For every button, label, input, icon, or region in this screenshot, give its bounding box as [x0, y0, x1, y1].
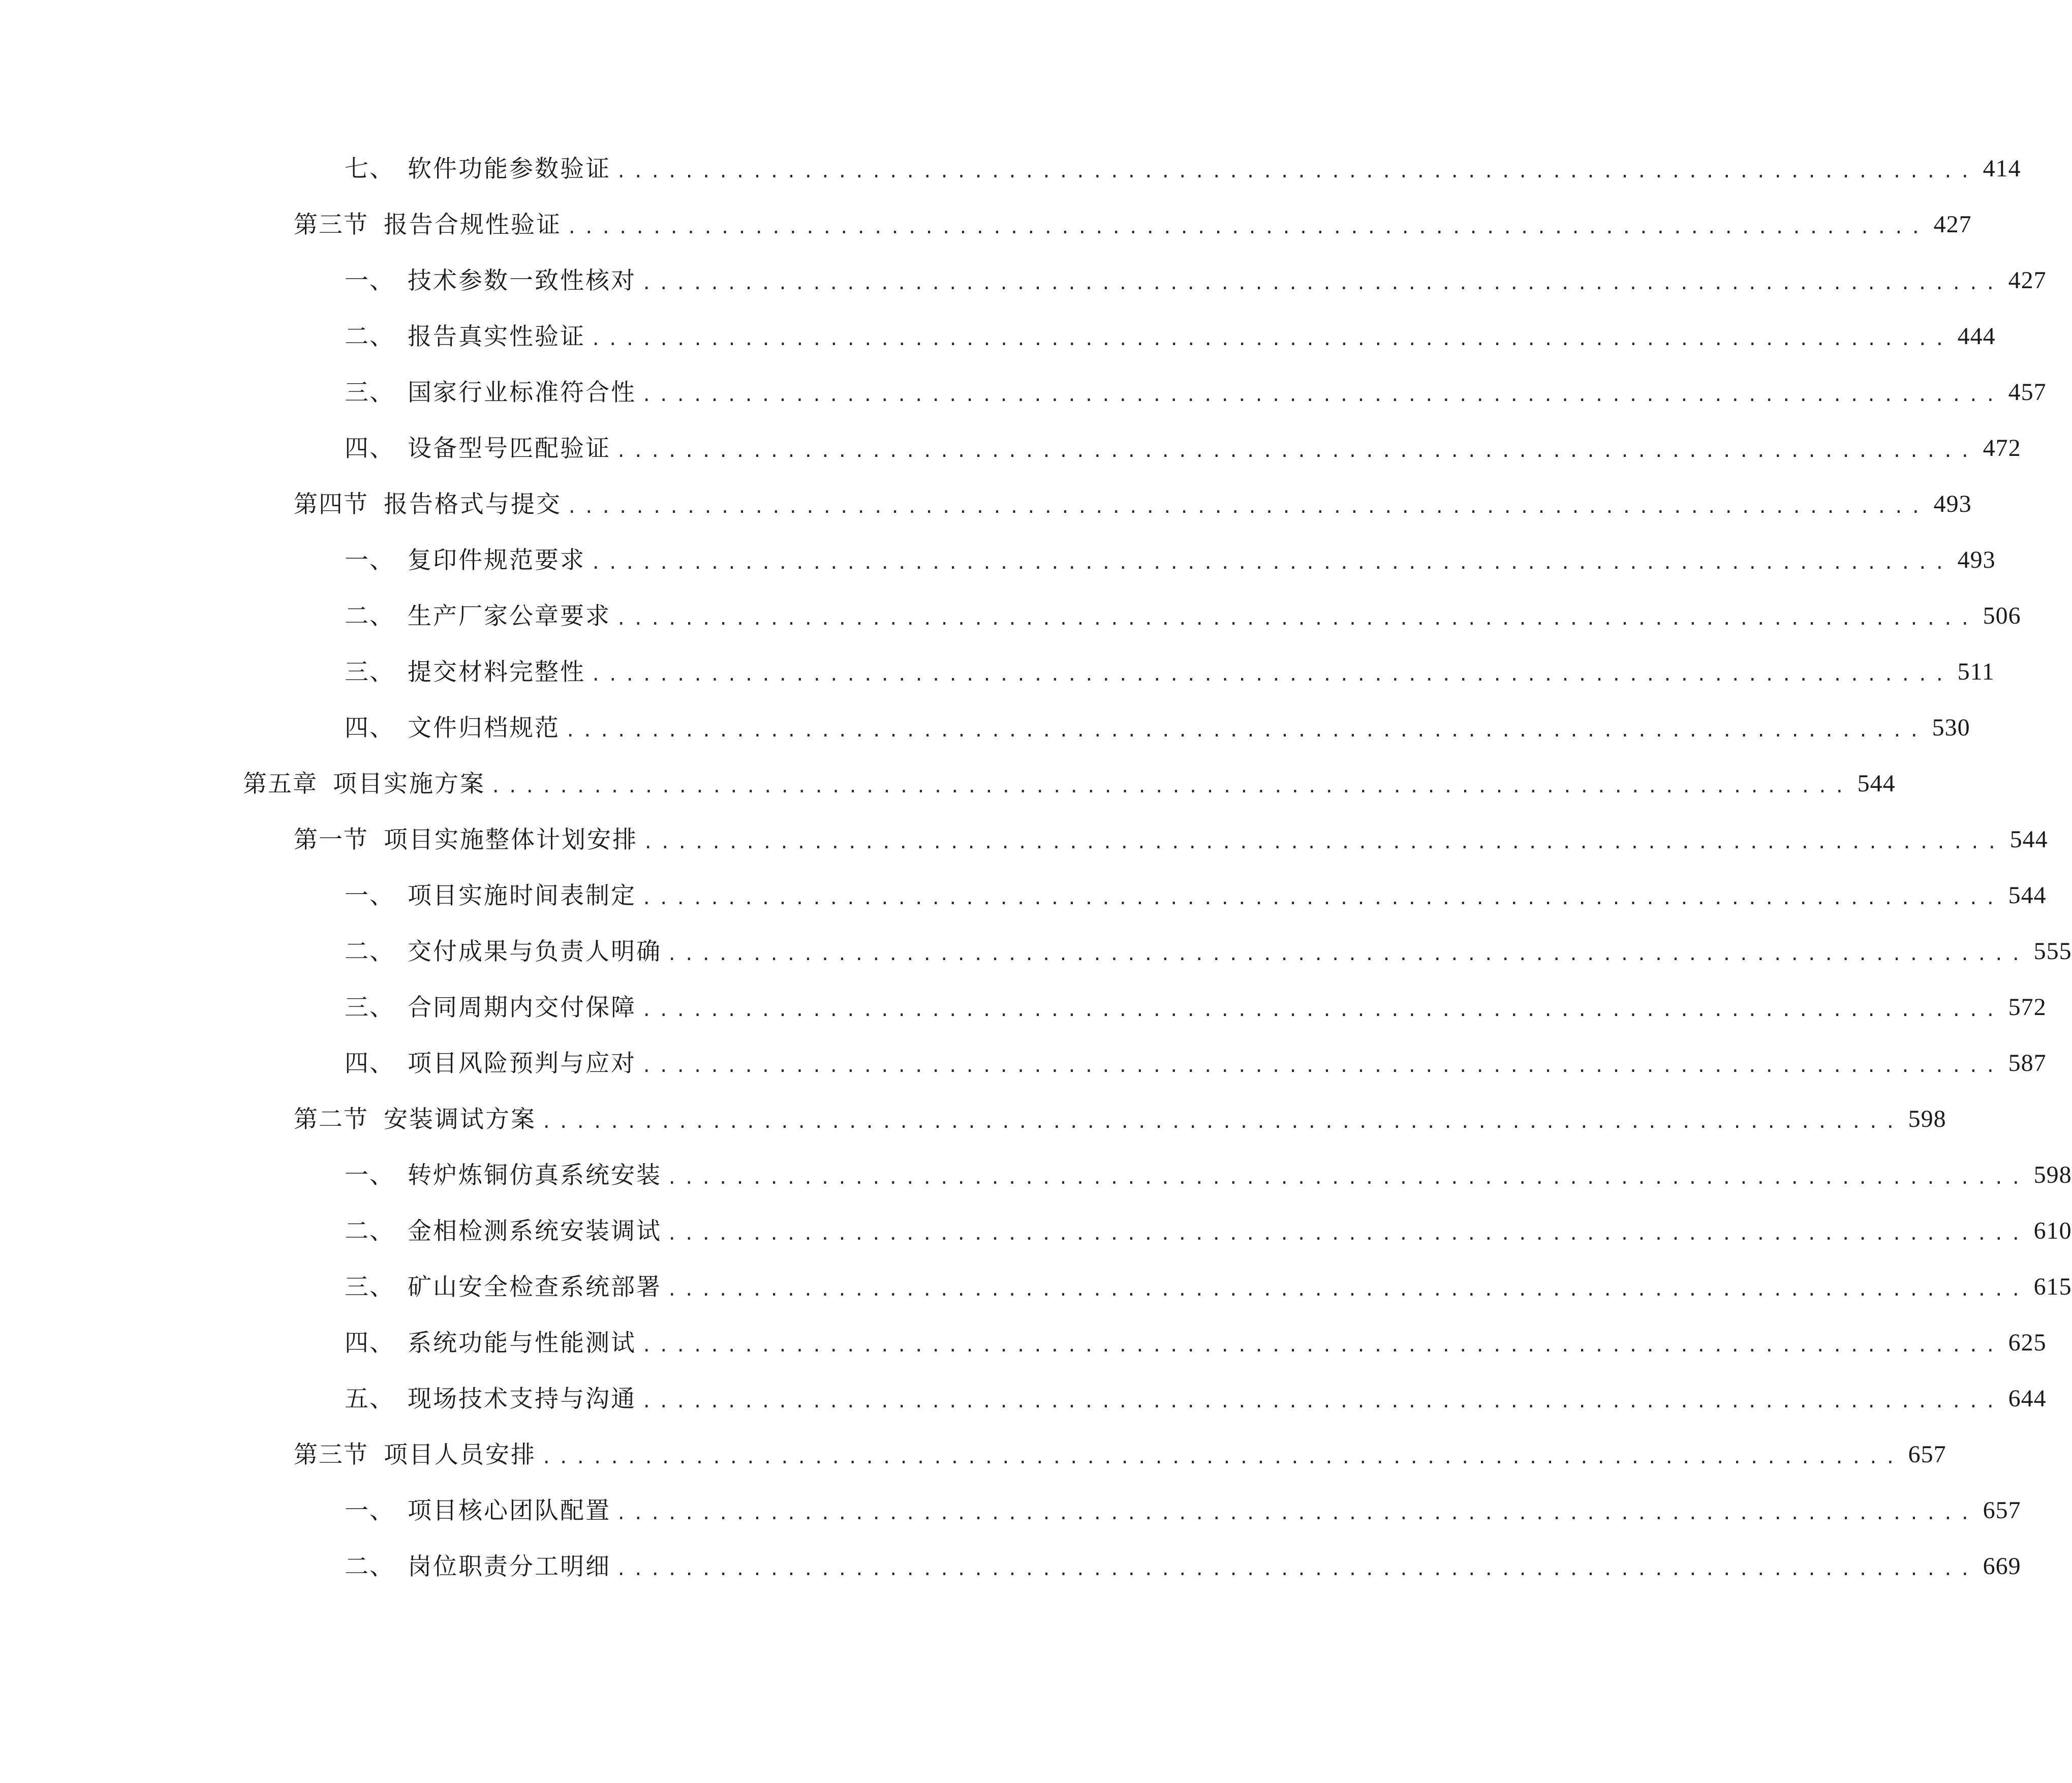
toc-entry-number: 一、: [345, 1496, 394, 1525]
toc-entry-title: 项目实施整体计划安排: [384, 825, 638, 854]
toc-entry[interactable]: [294, 197, 1972, 253]
toc-entry-number: 三、: [345, 1273, 394, 1301]
toc-entry[interactable]: [345, 309, 1996, 364]
toc-entry-page: 587: [2008, 1050, 2047, 1077]
dot-leader: ................................................................................: [591, 553, 1952, 573]
dot-leader: ................................................................................: [643, 833, 2004, 853]
toc-entry[interactable]: [345, 1539, 2021, 1594]
dot-leader: ................................................................................: [641, 1000, 2002, 1021]
toc-entry-number: 四、: [345, 1329, 394, 1357]
toc-entry-page: 644: [2008, 1385, 2047, 1412]
dot-leader: ................................................................................: [565, 721, 1926, 741]
toc-entry-title: 报告合规性验证: [384, 210, 562, 239]
toc-entry-title: 项目风险预判与应对: [408, 1049, 636, 1078]
toc-entry-title: 国家行业标准符合性: [408, 378, 636, 407]
toc-entry[interactable]: [345, 868, 2047, 924]
dot-leader: ................................................................................: [616, 162, 1977, 182]
toc-entry-number: 一、: [345, 546, 394, 574]
toc-entry-page: 457: [2008, 379, 2047, 406]
toc-entry-title: 生产厂家公章要求: [408, 602, 611, 630]
toc-entry-number: 第五章: [243, 770, 318, 798]
toc-entry-number: 第四节: [294, 490, 368, 518]
dot-leader: ................................................................................: [567, 497, 1928, 517]
toc-entry-number: 三、: [345, 658, 394, 686]
toc-entry-title: 项目实施方案: [333, 770, 485, 798]
toc-entry-number: 五、: [345, 1385, 394, 1413]
dot-leader: ................................................................................: [641, 1336, 2002, 1356]
toc-entry-number: 四、: [345, 434, 394, 463]
toc-entry-page: 572: [2008, 994, 2047, 1021]
toc-entry-number: 第三节: [294, 1440, 368, 1469]
toc-entry[interactable]: [345, 644, 1995, 700]
dot-leader: ................................................................................: [616, 441, 1977, 462]
toc-entry[interactable]: [345, 141, 2021, 197]
dot-leader: ................................................................................: [667, 1224, 2028, 1244]
toc-entry-number: 二、: [345, 937, 394, 966]
toc-entry[interactable]: [345, 1259, 2072, 1315]
toc-entry-number: 三、: [345, 993, 394, 1022]
toc-entry-title: 项目实施时间表制定: [408, 881, 636, 910]
dot-leader: ................................................................................: [667, 944, 2028, 965]
toc-entry-page: 530: [1932, 714, 1970, 741]
toc-entry-number: 四、: [345, 1049, 394, 1078]
toc-entry-title: 岗位职责分工明细: [408, 1552, 611, 1581]
toc-entry-title: 交付成果与负责人明确: [408, 937, 662, 966]
toc-entry-page: 598: [2033, 1161, 2072, 1188]
toc-entry-title: 报告格式与提交: [384, 490, 562, 518]
toc-entry-title: 文件归档规范: [408, 714, 560, 742]
toc-entry[interactable]: [345, 700, 1970, 756]
dot-leader: ................................................................................: [616, 1503, 1977, 1524]
toc-entry-title: 设备型号匹配验证: [408, 434, 611, 463]
toc-entry[interactable]: [345, 253, 2047, 309]
toc-entry-page: 610: [2033, 1217, 2072, 1244]
dot-leader: ................................................................................: [616, 609, 1977, 629]
toc-entry-title: 金相检测系统安装调试: [408, 1217, 662, 1245]
toc-entry-title: 现场技术支持与沟通: [408, 1385, 636, 1413]
toc-entry[interactable]: [294, 476, 1972, 532]
dot-leader: ................................................................................: [641, 888, 2002, 909]
toc-entry-number: 四、: [345, 714, 394, 742]
toc-entry[interactable]: [345, 924, 2072, 979]
toc-entry-title: 合同周期内交付保障: [408, 993, 636, 1022]
toc-entry-title: 提交材料完整性: [408, 658, 585, 686]
toc-entry-page: 657: [1983, 1497, 2021, 1524]
toc-entry[interactable]: [345, 588, 2021, 644]
toc-entry-number: 第三节: [294, 210, 368, 239]
toc-entry-number: 一、: [345, 266, 394, 295]
toc-entry-number: 二、: [345, 1217, 394, 1245]
toc-entry[interactable]: [345, 1315, 2047, 1371]
dot-leader: ................................................................................: [541, 1448, 1902, 1468]
toc-entry-number: 第二节: [294, 1105, 368, 1133]
toc-entry-page: 493: [1957, 546, 1996, 573]
dot-leader: ................................................................................: [490, 777, 1851, 797]
toc-entry-page: 511: [1957, 658, 1995, 685]
toc-entry-number: 七、: [345, 155, 394, 183]
toc-entry-title: 系统功能与性能测试: [408, 1329, 636, 1357]
toc-entry-title: 软件功能参数验证: [408, 155, 611, 183]
toc-entry-page: 625: [2008, 1329, 2047, 1356]
dot-leader: ................................................................................: [667, 1280, 2028, 1300]
toc-entry-page: 669: [1983, 1553, 2021, 1580]
toc-entry-page: 615: [2033, 1273, 2072, 1300]
toc-entry-number: 二、: [345, 322, 394, 351]
toc-entry[interactable]: [345, 532, 1996, 588]
toc-entry[interactable]: [294, 1091, 1946, 1147]
dot-leader: ................................................................................: [641, 1392, 2002, 1412]
dot-leader: ................................................................................: [667, 1168, 2028, 1188]
toc-entry-page: 427: [2008, 267, 2047, 294]
toc-entry-page: 444: [1957, 323, 1996, 350]
toc-entry-title: 报告真实性验证: [408, 322, 585, 351]
toc-entry-title: 项目核心团队配置: [408, 1496, 611, 1525]
dot-leader: ................................................................................: [567, 218, 1928, 238]
toc-entry[interactable]: [345, 1035, 2047, 1091]
toc-entry-page: 493: [1933, 490, 1972, 517]
toc-entry-page: 414: [1983, 155, 2021, 182]
toc-entry-title: 安装调试方案: [384, 1105, 536, 1133]
toc-entry-number: 三、: [345, 378, 394, 407]
toc-entry[interactable]: [243, 756, 1896, 812]
toc-entry-page: 555: [2033, 938, 2072, 965]
toc-entry[interactable]: [294, 812, 2048, 868]
dot-leader: ................................................................................: [616, 1559, 1977, 1580]
dot-leader: ................................................................................: [541, 1112, 1902, 1132]
toc-entry[interactable]: [345, 420, 2021, 476]
toc-entry-page: 544: [1857, 770, 1896, 797]
dot-leader: ................................................................................: [591, 329, 1952, 350]
toc-entry[interactable]: [345, 364, 2047, 420]
toc-entry[interactable]: [345, 1203, 2072, 1259]
toc-entry-page: 544: [2008, 882, 2047, 909]
toc-entry-number: 二、: [345, 602, 394, 630]
toc-entry-page: 427: [1933, 211, 1972, 238]
toc-entry-number: 二、: [345, 1552, 394, 1581]
toc-entry-page: 657: [1908, 1441, 1946, 1468]
dot-leader: ................................................................................: [641, 385, 2002, 406]
toc-entry[interactable]: [345, 1371, 2047, 1427]
toc-entry-title: 复印件规范要求: [408, 546, 585, 574]
dot-leader: ................................................................................: [591, 665, 1952, 685]
toc-entry-title: 项目人员安排: [384, 1440, 536, 1469]
toc-entry-title: 矿山安全检查系统部署: [408, 1273, 662, 1301]
toc-entry-page: 472: [1983, 435, 2021, 462]
toc-entry[interactable]: [345, 979, 2047, 1035]
dot-leader: ................................................................................: [641, 273, 2002, 294]
toc-entry-title: 技术参数一致性核对: [408, 266, 636, 295]
dot-leader: ................................................................................: [641, 1056, 2002, 1077]
toc-entry[interactable]: [294, 1427, 1946, 1483]
toc-entry-page: 506: [1983, 602, 2021, 629]
toc-entry-number: 一、: [345, 881, 394, 910]
toc-entry-page: 598: [1908, 1105, 1946, 1132]
toc-entry[interactable]: [345, 1147, 2072, 1203]
toc-entry-number: 第一节: [294, 825, 368, 854]
toc-entry-number: 一、: [345, 1161, 394, 1189]
toc-entry-page: 544: [2009, 826, 2048, 853]
toc-entry[interactable]: [345, 1483, 2021, 1539]
toc-entry-title: 转炉炼铜仿真系统安装: [408, 1161, 662, 1189]
